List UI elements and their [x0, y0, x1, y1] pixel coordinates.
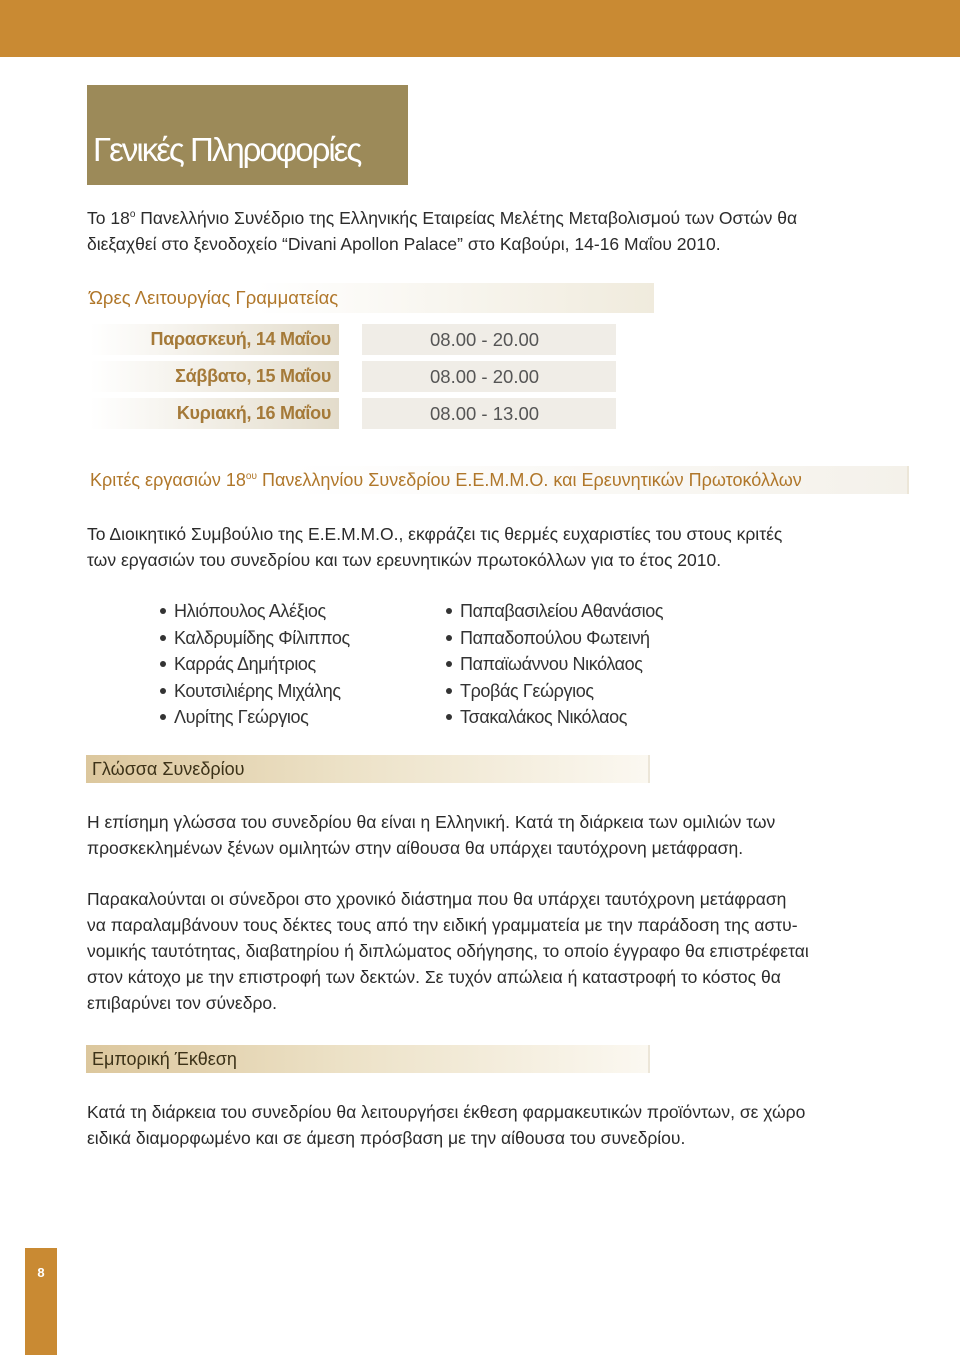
- intro-ordinal-sup: ο: [129, 209, 136, 220]
- exhibition-heading: Εμπορική Έκθεση: [86, 1045, 650, 1073]
- bullet-icon: [160, 635, 166, 641]
- bullet-icon: [446, 688, 452, 694]
- bullet-icon: [160, 661, 166, 667]
- bullet-icon: [446, 608, 452, 614]
- judges-list-left: [160, 598, 350, 731]
- list-item: Κουτσιλιέρης Μιχάλης: [160, 678, 350, 705]
- exhibition-line1: Κατά τη διάρκεια του συνεδρίου θα λειτουργήσει έκθεση φαρμακευτικών προϊόντων, σε χώρο: [87, 1102, 806, 1122]
- language-p2-line4: στον κάτοχο με την επιστροφή των δεκτών. Σε τυχόν απώλεια ή καταστροφή το κόστος θα: [87, 967, 781, 987]
- hours-time: 08.00 - 20.00: [362, 361, 616, 392]
- list-item: Παπαδοπούλου Φωτεινή: [446, 625, 663, 652]
- top-color-bar: [0, 0, 960, 57]
- hours-time: 08.00 - 13.00: [362, 398, 616, 429]
- intro-line1-post: Πανελλήνιο Συνέδριο της Ελληνικής Εταιρείας Μελέτης Μεταβολισμού των Οστών θα: [135, 208, 798, 228]
- exhibition-line2: ειδικά διαμορφωμένο και σε άμεση πρόσβαση με την αίθουσα του συνεδρίου.: [87, 1128, 686, 1148]
- page-title-box: [87, 85, 408, 185]
- hours-day: Σάββατο, 15 Μαΐου: [90, 361, 339, 392]
- list-item: Καρράς Δημήτριος: [160, 651, 350, 678]
- language-p1-line2: προσκεκλημένων ξένων ομιλητών στην αίθουσα θα υπάρχει ταυτόχρονη μετάφραση.: [87, 838, 744, 858]
- judges-text-line1: Το Διοικητικό Συμβούλιο της Ε.Ε.Μ.Μ.Ο., εκφράζει τις θερμές ευχαριστίες του στους κριτές: [87, 524, 783, 544]
- language-p2-line1: Παρακαλούνται οι σύνεδροι στο χρονικό διάστημα που θα υπάρχει ταυτόχρονη μετάφραση: [87, 889, 787, 909]
- bullet-icon: [160, 688, 166, 694]
- bullet-icon: [446, 661, 452, 667]
- language-paragraph-2: [87, 886, 809, 1016]
- judges-heading-sup: ου: [245, 471, 257, 482]
- intro-line1-pre: Το 18: [87, 208, 130, 228]
- language-p2-line5: επιβαρύνει τον σύνεδρο.: [87, 993, 277, 1013]
- intro-line2: διεξαχθεί στο ξενοδοχείο “Divani Apollon Palace” στο Καβούρι, 14-16 Μαΐου 2010.: [87, 234, 721, 254]
- judges-heading-pre: Κριτές εργασιών 18: [90, 470, 246, 490]
- list-item: Τροβάς Γεώργιος: [446, 678, 663, 705]
- list-item: Λυρίτης Γεώργιος: [160, 704, 350, 731]
- judges-heading: [86, 466, 909, 494]
- bullet-icon: [160, 608, 166, 614]
- exhibition-paragraph: [87, 1099, 805, 1151]
- judges-heading-post: Πανελληνίου Συνεδρίου Ε.Ε.Μ.Μ.Ο. και Ερευνητικών Πρωτοκόλλων: [256, 470, 802, 490]
- intro-paragraph: [87, 205, 797, 257]
- list-item: Παπαβασιλείου Αθανάσιος: [446, 598, 663, 625]
- secretariat-hours-heading: Ώρες Λειτουργίας Γραμματείας: [87, 283, 654, 313]
- language-p2-line2: να παραλαμβάνουν τους δέκτες τους από την ειδική γραμματεία με την παράδοση της αστυ-: [87, 915, 798, 935]
- language-p2-line3: νομικής ταυτότητας, διαβατηρίου ή διπλώματος οδήγησης, το οποίο έγγραφο θα επιστρέφεται: [87, 941, 809, 961]
- hours-time: 08.00 - 20.00: [362, 324, 616, 355]
- list-item: Παπαϊωάννου Νικόλαος: [446, 651, 663, 678]
- hours-day: Κυριακή, 16 Μαΐου: [90, 398, 339, 429]
- bullet-icon: [446, 714, 452, 720]
- judges-thanks-paragraph: [87, 521, 782, 573]
- judges-list-right: [446, 598, 663, 731]
- page-title: Γενικές Πληροφορίες: [93, 131, 361, 168]
- bullet-icon: [446, 635, 452, 641]
- list-item: Ηλιόπουλος Αλέξιος: [160, 598, 350, 625]
- language-heading: Γλώσσα Συνεδρίου: [86, 755, 650, 783]
- judges-text-line2: των εργασιών του συνεδρίου και των ερευνητικών πρωτοκόλλων για το έτος 2010.: [87, 550, 722, 570]
- language-paragraph-1: [87, 809, 775, 861]
- language-p1-line1: Η επίσημη γλώσσα του συνεδρίου θα είναι η Ελληνική. Κατά τη διάρκεια των ομιλιών των: [87, 812, 776, 832]
- list-item: Καλδρυμίδης Φίλιππος: [160, 625, 350, 652]
- hours-day: Παρασκευή, 14 Μαΐου: [90, 324, 339, 355]
- page-number: 8: [25, 1248, 57, 1355]
- list-item: Τσακαλάκος Νικόλαος: [446, 704, 663, 731]
- bullet-icon: [160, 714, 166, 720]
